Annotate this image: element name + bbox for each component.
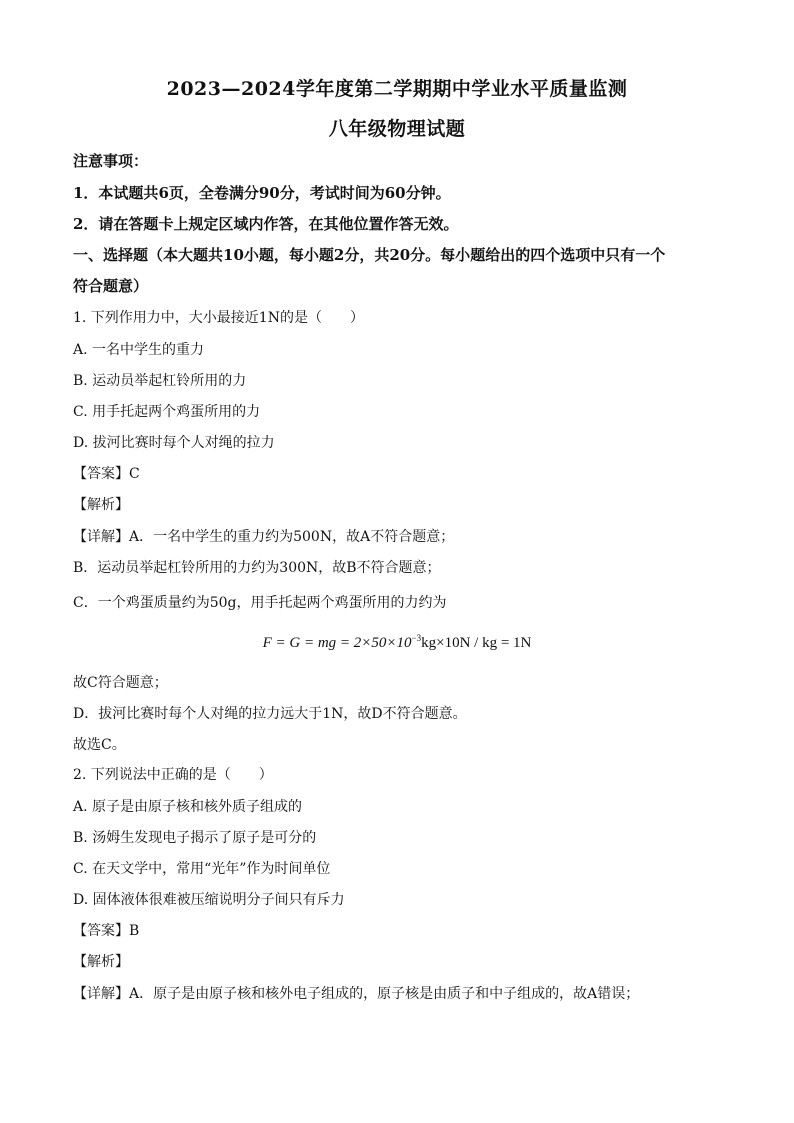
q2-detail-a: 【详解】A．原子是由原子核和核外电子组成的，原子核是由质子和中子组成的，故A错误；	[73, 986, 640, 1002]
q1-answer: 【答案】C	[73, 466, 140, 482]
q1-stem: 1. 下列作用力中，大小最接近1N的是（ ）	[73, 310, 364, 326]
q1-option-c: C. 用手托起两个鸡蛋所用的力	[73, 404, 261, 420]
q1-option-b: B. 运动员举起杠铃所用的力	[73, 373, 247, 389]
q1-detail-d: D．拔河比赛时每个人对绳的拉力远大于1N，故D不符合题意。	[73, 706, 467, 722]
q1-detail-b: B．运动员举起杠铃所用的力约为300N，故B不符合题意；	[73, 560, 441, 576]
notice-item-2: 2．请在答题卡上规定区域内作答，在其他位置作答无效。	[73, 215, 459, 233]
q1-option-a: A. 一名中学生的重力	[73, 342, 205, 358]
section-heading: 一、选择题（本大题共10小题，每小题2分，共20分。每小题给出的四个选项中只有一个	[73, 246, 666, 264]
section-heading-cont: 符合题意）	[73, 277, 149, 295]
notice-item-1: 1．本试题共6页，全卷满分90分，考试时间为60分钟。	[73, 184, 451, 202]
q1-option-d: D. 拔河比赛时每个人对绳的拉力	[73, 435, 275, 451]
q1-analysis-label: 【解析】	[73, 497, 129, 513]
q2-option-c: C. 在天文学中，常用“光年”作为时间单位	[73, 861, 331, 877]
formula-exponent: −3	[411, 633, 422, 643]
q1-detail-a: 【详解】A．一名中学生的重力约为500N，故A不符合题意；	[73, 529, 455, 545]
formula-rhs: kg×10N / kg = 1N	[421, 635, 532, 651]
q2-answer: 【答案】B	[73, 923, 140, 939]
q1-conclude-c: 故C符合题意；	[73, 675, 168, 691]
exam-subtitle: 八年级物理试题	[328, 118, 466, 140]
formula-lhs: F = G = mg = 2×50×10	[262, 635, 412, 651]
notice-heading: 注意事项：	[73, 152, 149, 170]
q1-detail-c: C．一个鸡蛋质量约为50g，用手托起两个鸡蛋所用的力约为	[73, 595, 447, 611]
q2-option-d: D. 固体液体很难被压缩说明分子间只有斥力	[73, 892, 345, 908]
q1-choice: 故选C。	[73, 737, 126, 753]
q2-option-b: B. 汤姆生发现电子揭示了原子是可分的	[73, 830, 317, 846]
q1-formula	[0, 633, 794, 652]
q2-analysis-label: 【解析】	[73, 954, 129, 970]
exam-title: 2023—2024学年度第二学期期中学业水平质量监测	[166, 78, 628, 100]
q2-option-a: A. 原子是由原子核和核外质子组成的	[73, 799, 303, 815]
q2-stem: 2. 下列说法中正确的是（ ）	[73, 767, 273, 783]
